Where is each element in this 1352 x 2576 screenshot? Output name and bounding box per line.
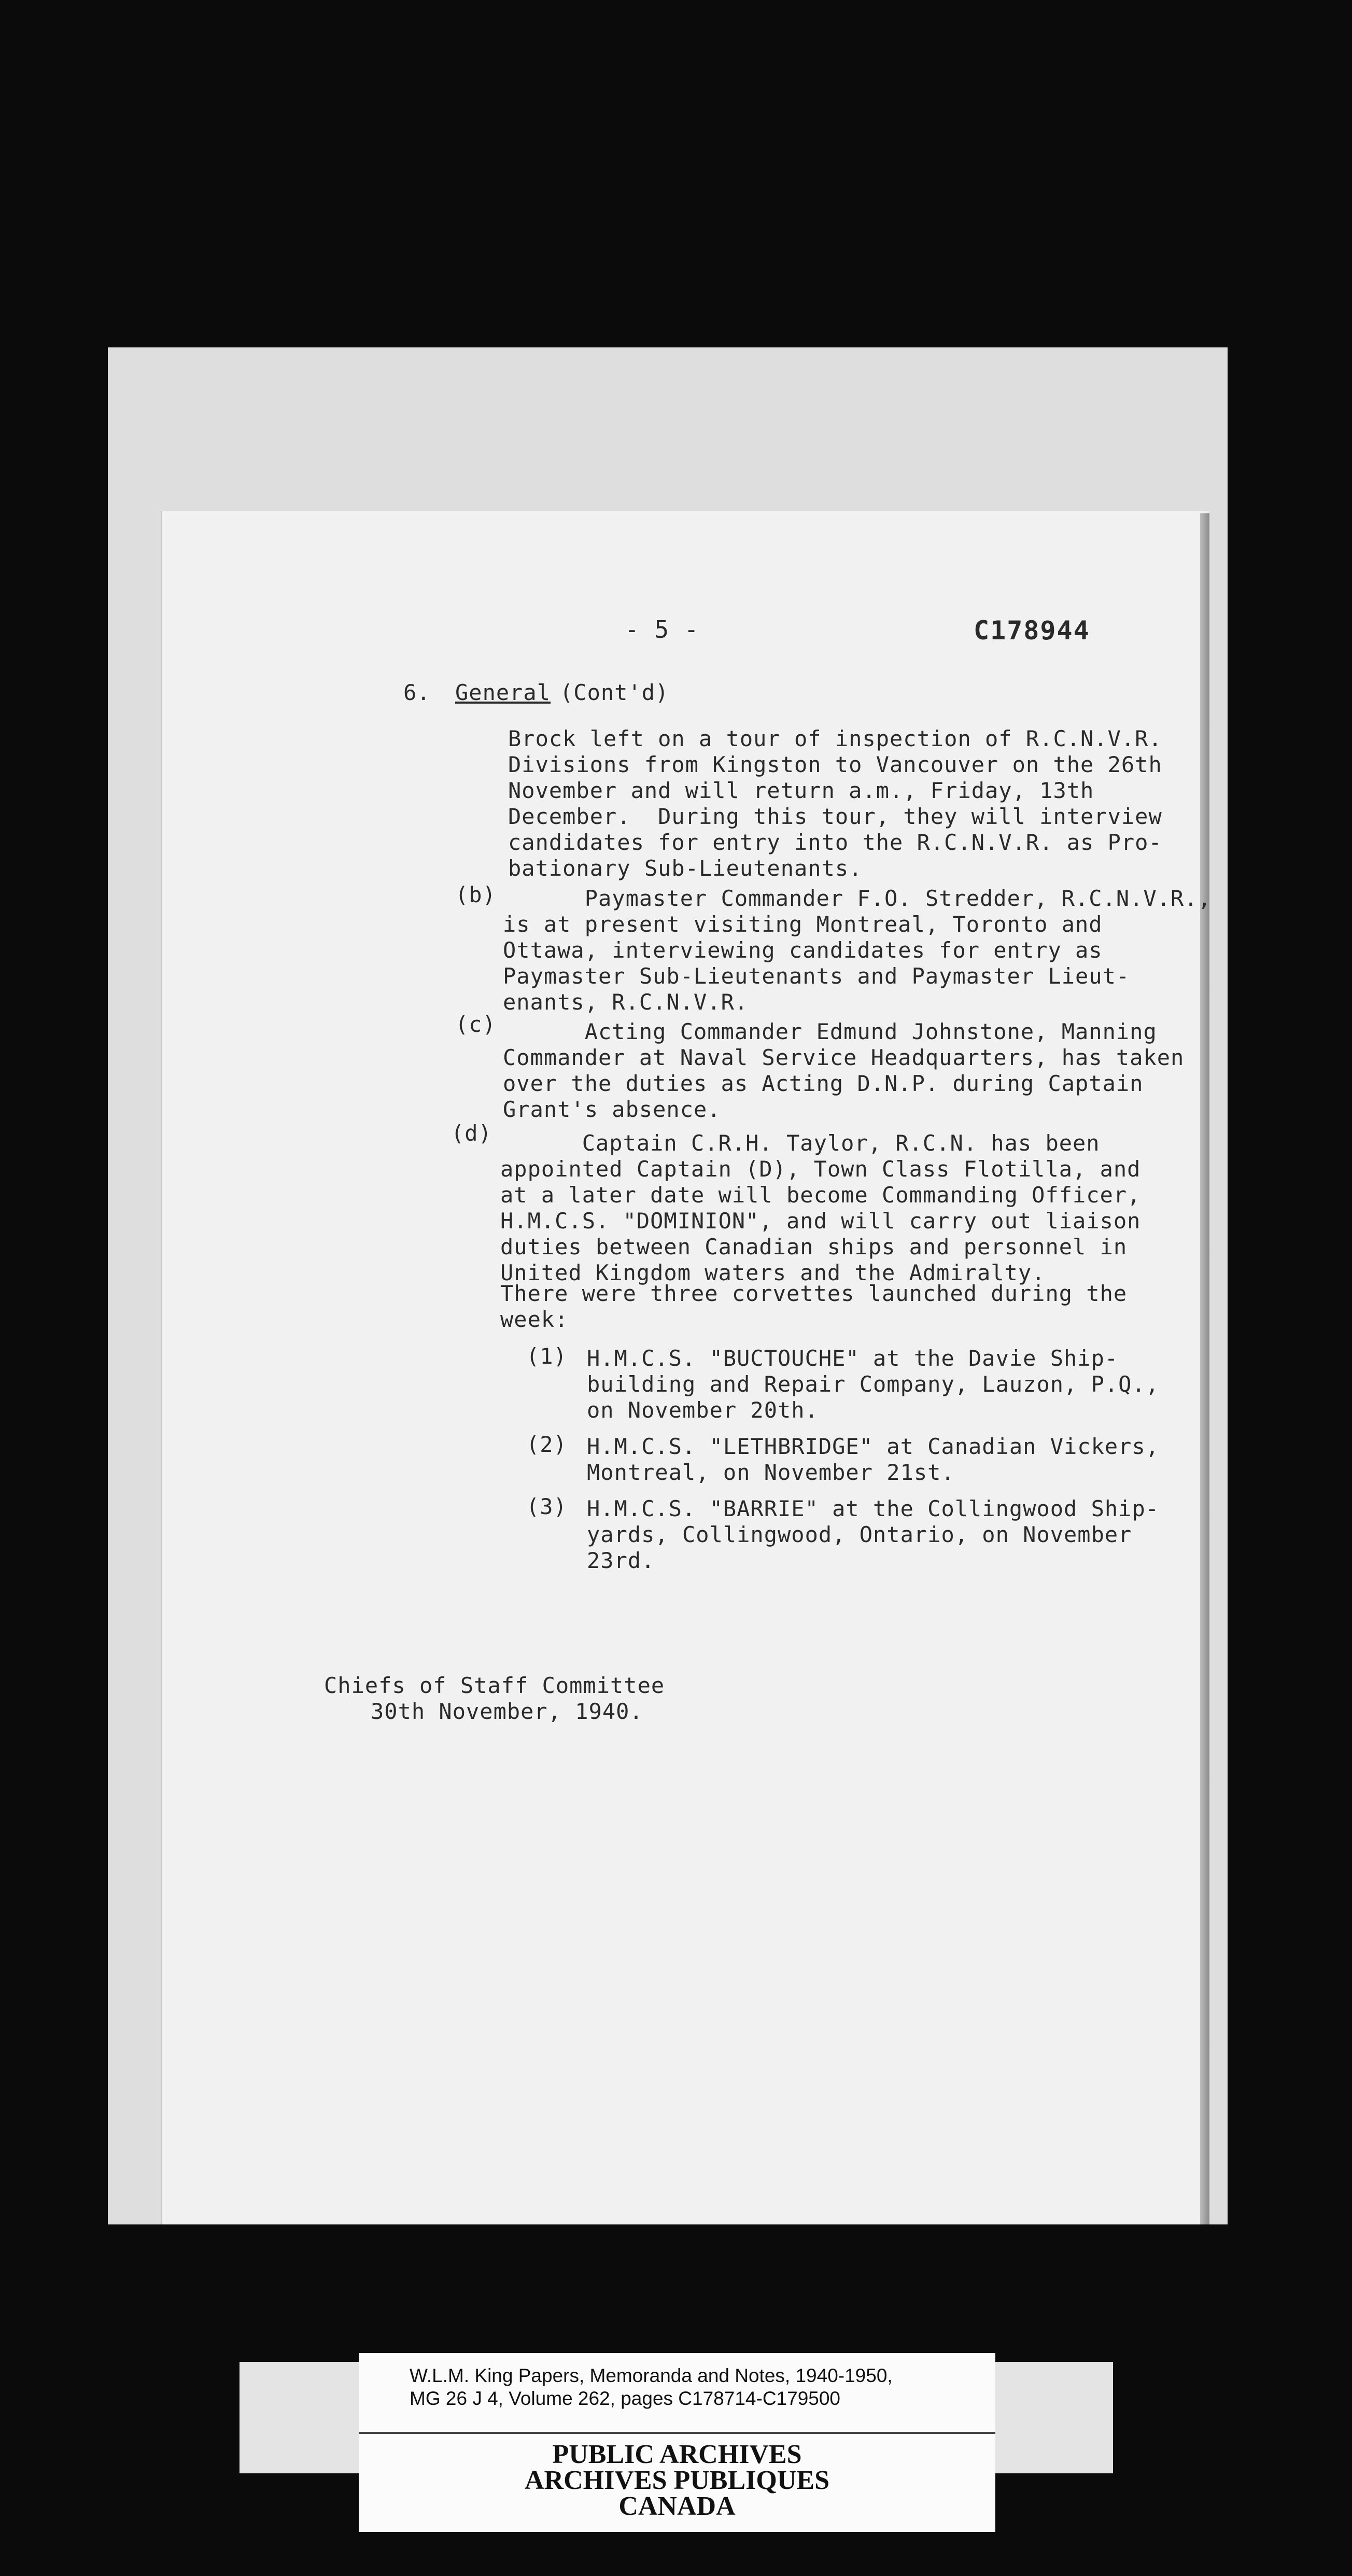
section-title-suffix: (Cont'd) — [560, 680, 669, 705]
text-line: enants, R.C.N.V.R. — [503, 989, 749, 1015]
text-line: Paymaster Commander F.O. Stredder, R.C.N.V.R., — [503, 886, 1212, 911]
text-line: at a later date will become Commanding Officer, — [500, 1182, 1141, 1208]
corvette-3-entry — [587, 1496, 1159, 1574]
item-marker-d: (d) — [451, 1121, 492, 1146]
item-d-paragraph — [500, 1130, 1140, 1286]
text-line: United Kingdom waters and the Admiralty. — [500, 1260, 1046, 1285]
corvettes-intro — [500, 1281, 1127, 1333]
text-line: Paymaster Sub-Lieutenants and Paymaster Lieut- — [503, 963, 1130, 989]
text-line: on November 20th. — [587, 1397, 819, 1423]
text-line: Grant's absence. — [503, 1097, 721, 1122]
text-line: Ottawa, interviewing candidates for entry as — [503, 937, 1103, 963]
corvette-marker-2: (2) — [526, 1432, 567, 1457]
text-line: November and will return a.m., Friday, 13th — [508, 778, 1094, 803]
archive-stamp-line-2: ARCHIVES PUBLIQUES — [524, 2466, 830, 2495]
document-id: C178944 — [974, 615, 1090, 646]
archive-label-line-1: W.L.M. King Papers, Memoranda and Notes, 1940-1950, — [410, 2365, 893, 2386]
text-line: duties between Canadian ships and personnel in — [500, 1234, 1128, 1259]
corvette-marker-3: (3) — [526, 1494, 567, 1519]
page-number: - 5 - — [625, 615, 699, 643]
text-line: H.M.C.S. "LETHBRIDGE" at Canadian Vickers, — [587, 1434, 1160, 1459]
text-line: H.M.C.S. "DOMINION", and will carry out liaison — [500, 1208, 1141, 1234]
text-line: building and Repair Company, Lauzon, P.Q., — [587, 1371, 1160, 1397]
corvette-1-entry — [587, 1346, 1159, 1423]
label-divider — [359, 2432, 995, 2434]
text-line: over the duties as Acting D.N.P. during Captain — [503, 1071, 1144, 1096]
text-line: There were three corvettes launched during the — [500, 1281, 1128, 1306]
page-edge-shadow — [1200, 513, 1209, 2224]
text-line: H.M.C.S. "BARRIE" at the Collingwood Ship- — [587, 1496, 1160, 1521]
archive-label-line-2: MG 26 J 4, Volume 262, pages C178714-C179500 — [410, 2388, 841, 2409]
item-b-paragraph — [503, 886, 1212, 1015]
text-line: Montreal, on November 21st. — [587, 1460, 955, 1485]
text-line: candidates for entry into the R.C.N.V.R. as Pro- — [508, 830, 1162, 855]
text-line: week: — [500, 1307, 569, 1332]
text-line: December. During this tour, they will interview — [508, 804, 1162, 829]
section-title: General — [455, 680, 551, 705]
item-c-paragraph — [503, 1019, 1184, 1123]
text-line: H.M.C.S. "BUCTOUCHE" at the Davie Ship- — [587, 1346, 1119, 1371]
signature-line-2: 30th November, 1940. — [371, 1699, 643, 1724]
item-marker-b: (b) — [455, 882, 496, 907]
archive-stamp-line-3: CANADA — [618, 2491, 736, 2521]
text-line: bationary Sub-Lieutenants. — [508, 856, 863, 881]
text-line: Captain C.R.H. Taylor, R.C.N. has been — [500, 1130, 1100, 1156]
corvette-2-entry — [587, 1434, 1159, 1486]
text-line: Acting Commander Edmund Johnstone, Manning — [503, 1019, 1157, 1044]
section-number: 6. — [403, 680, 431, 705]
item-marker-c: (c) — [455, 1012, 496, 1037]
text-line: appointed Captain (D), Town Class Flotilla, and — [500, 1156, 1141, 1182]
intro-paragraph — [508, 726, 1162, 881]
text-line: Commander at Naval Service Headquarters, has taken — [503, 1045, 1185, 1070]
text-line: 23rd. — [587, 1548, 655, 1573]
text-line: is at present visiting Montreal, Toronto and — [503, 912, 1103, 937]
text-line: Brock left on a tour of inspection of R.C.N.V.R. — [508, 726, 1162, 751]
corvette-marker-1: (1) — [526, 1343, 567, 1369]
text-line: Divisions from Kingston to Vancouver on the 26th — [508, 752, 1162, 777]
archive-stamp-line-1: PUBLIC ARCHIVES — [552, 2440, 802, 2469]
signature-line-1: Chiefs of Staff Committee — [324, 1673, 665, 1698]
text-line: yards, Collingwood, Ontario, on November — [587, 1522, 1132, 1547]
